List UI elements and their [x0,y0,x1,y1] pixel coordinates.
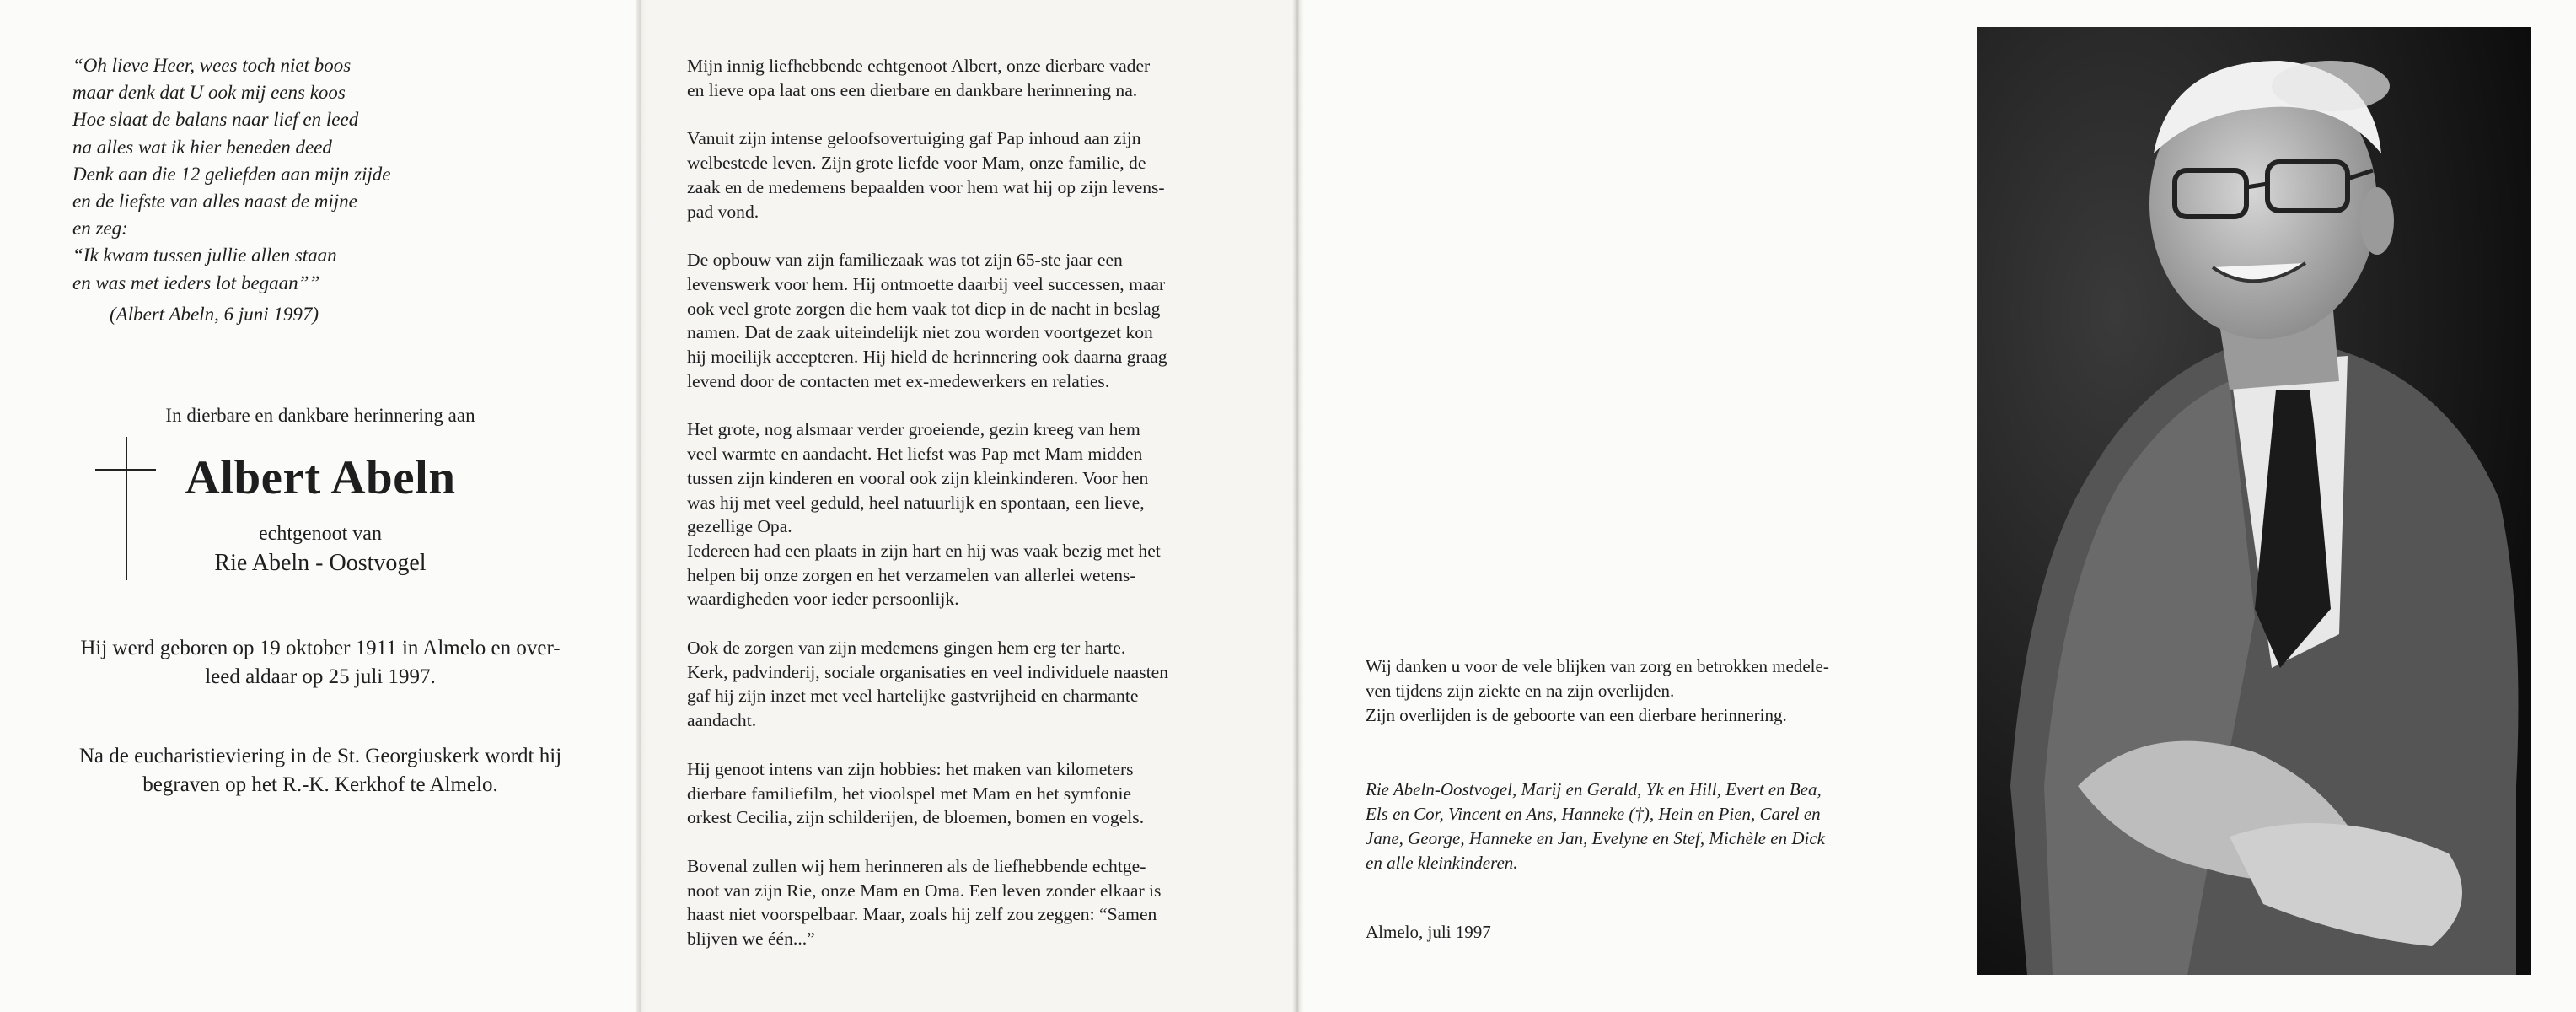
biography [687,54,1223,976]
poem-attribution: (Albert Abeln, 6 juni 1997) [110,304,319,325]
poem-line: Hoe slaat de balans naar lief en leed [72,109,359,131]
bio-paragraph: Iedereen had een plaats in zijn hart en hij was vaak bezig met het helpen bij onze zorgen en het verzamelen van allerlei wetens- waardigheden voor ieder persoonlijk. [687,540,1161,610]
thanks-text: Wij danken u voor de vele blijken van zorg en betrokken medele- ven tijdens zijn ziekte en na zijn overlijden. Zijn overlijden is de geboorte van een dierbare herinnering. [1366,656,1829,725]
bio-paragraph: Ook de zorgen van zijn medemens gingen hem erg ter harte. Kerk, padvinderij, sociale organisaties en veel individuele naasten gaf hij zijn inzet met veel hartelijke gastvrijheid en charmante aandacht. [687,638,1169,731]
family-names: Rie Abeln-Oostvogel, Marij en Gerald, Yk en Hill, Evert en Bea, Els en Cor, Vincent en Ans, Hanneke (†), Hein en Pien, Carel en Jane, George, Hanneke en Jan, Evelyne en Stef, Michèle en Dick en alle kleinkinderen. [1366,779,1825,873]
bio-paragraph: Het grote, nog alsmaar verder groeiende, gezin kreeg van hem veel warmte en aandacht. Het liefst was Pap met Mam midden tussen zijn kinderen en vooral ook zijn kleinkinderen. Voor hen was hij met veel geduld, heel natuurlijk en spontaan, een lieve, gezellige Opa. [687,419,1149,537]
card-fold [1292,0,1304,1012]
remembrance-intro: In dierbare en dankbare herinnering aan [165,405,475,426]
funeral-text: Na de eucharistieviering in de St. Georgiuskerk wordt hij begraven op het R.-K. Kerkhof te Almelo. [78,745,562,796]
left-card-panel [0,0,641,1012]
poem-line: en zeg: [72,218,128,240]
poem-line: na alles wat ik hier beneden deed [72,136,332,158]
bio-paragraph: Hij genoot intens van zijn hobbies: het maken van kilometers dierbare familiefilm, het vioolspel met Mam en het symfonie orkest Cecilia, zijn schilderijen, de bloemen, bomen en vogels. [687,758,1145,828]
spouse-name: Rie Abeln - Oostvogel [214,550,427,576]
poem-line: en de liefste van alles naast de mijne [72,191,357,213]
deceased-name: Albert Abeln [185,451,456,504]
poem-line: en was met ieders lot begaan”” [72,272,320,293]
poem-line: “Oh lieve Heer, wees toch niet boos [72,55,352,76]
spouse-label: echtgenoot van [259,523,382,545]
place-date: Almelo, juli 1997 [1366,922,1491,942]
bio-paragraph: Mijn innig liefhebbende echtgenoot Albert, onze dierbare vader en lieve opa laat ons een dierbare en dankbare herinnering na. [687,56,1151,100]
bio-paragraph: Bovenal zullen wij hem herinneren als de liefhebbende echtge- noot van zijn Rie, onze Mam en Oma. Een leven zonder elkaar is haast niet voorspelbaar. Maar, zoals hij zelf zou zeggen: “Samen blijven we één...” [687,855,1162,950]
poem [72,52,391,297]
bio-paragraph: Vanuit zijn intense geloofsovertuiging gaf Pap inhoud aan zijn welbestede leven. Zijn grote liefde voor Mam, onze familie, de zaak en de medemens bepaalden voor hem wat hij op zijn levens- pad vond. [687,128,1165,222]
poem-line: Denk aan die 12 geliefden aan mijn zijde [72,163,391,185]
portrait-photo [1977,27,2531,975]
poem-line: “Ik kwam tussen jullie allen staan [72,245,337,266]
poem-line: maar denk dat U ook mij eens koos [72,82,346,104]
birth-death-text: Hij werd geboren op 19 oktober 1911 in Almelo en over- leed aldaar op 25 juli 1997. [80,637,561,688]
bio-paragraph: De opbouw van zijn familiezaak was tot zijn 65-ste jaar een levenswerk voor hem. Hij ontmoette daarbij veel successen, maar ook veel grote zorgen die hem vaak tot diep in de nacht in beslag namen. Dat de zaak uiteindelijk niet zou worden voortgezet kon hij moeilijk accepteren. Hij hield de herinnering ook daarna graag levend door de contacten met ex-medewerkers en relaties. [687,250,1167,391]
card-fold [635,0,647,1012]
